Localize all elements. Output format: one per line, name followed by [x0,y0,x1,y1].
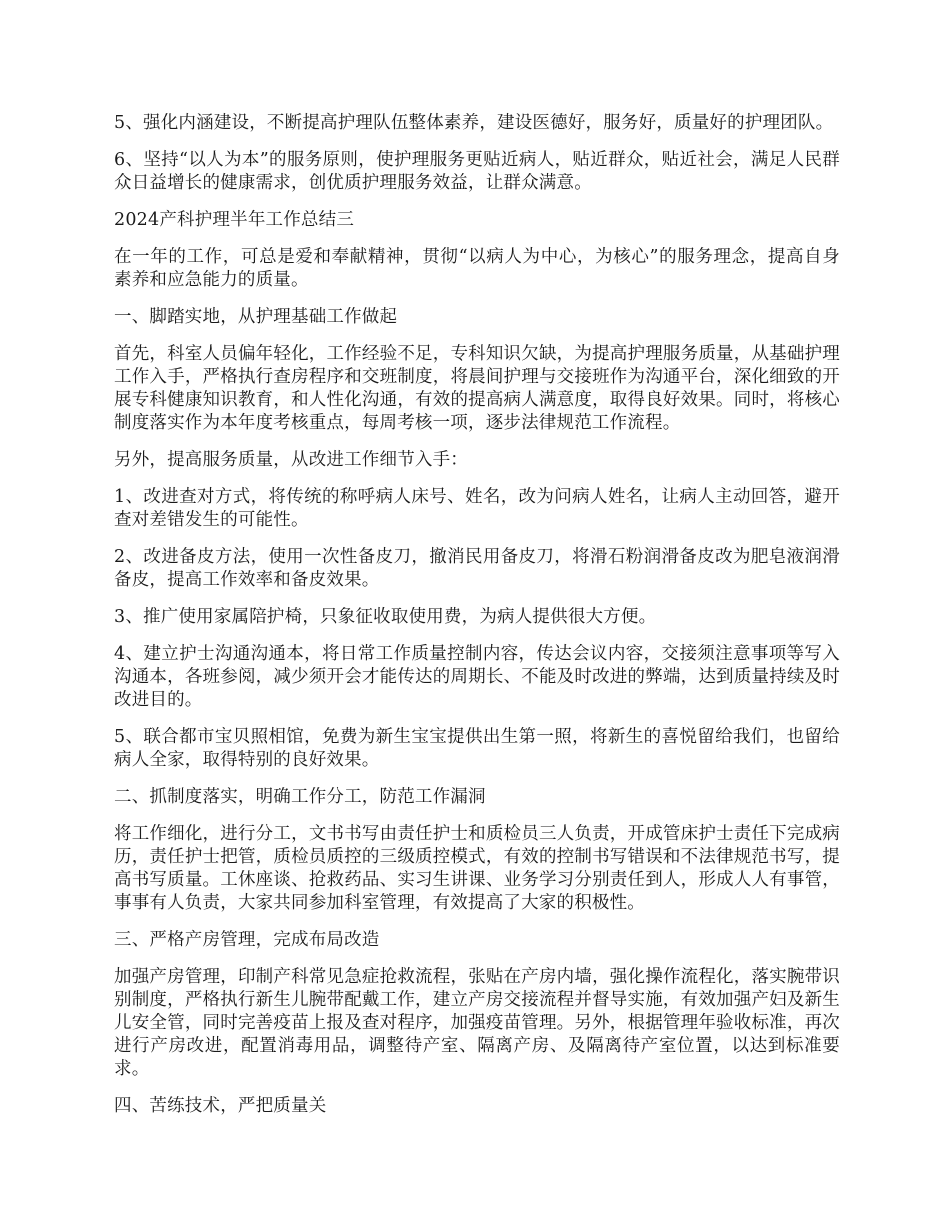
paragraph: 另外，提高服务质量，从改进工作细节入手： [114,450,468,470]
list-item: 3、推广使用家属陪护椅，只象征收取使用费，为病人提供很大方便。 [114,607,657,627]
section-heading: 三、严格产房管理，完成布局改造 [114,930,380,950]
paragraph: 首先，科室人员偏年轻化，工作经验不足，专科知识欠缺，为提高护理服务质量，从基础护理工作入手，严格执行查房程序和交班制度，将晨间护理与交接班作为沟通平台，深化细致的开展专科健康知识教育，和人性化沟通，有效的提高病人满意度，取得良好效果。同时，将核心制度落实作为本年度考核重点，每周考核一项，逐步法律规范工作流程。 [114,344,840,433]
paragraph: 加强产房管理，印制产科常见急症抢救流程，张贴在产房内墙，强化操作流程化，落实腕带识别制度，严格执行新生儿腕带配戴工作，建立产房交接流程并督导实施，有效加强产妇及新生儿安全管，同时完善疫苗上报及查对程序，加强疫苗管理。另外，根据管理年验收标准，再次进行产房改进，配置消毒用品，调整待产室、隔离产房、及隔离待产室位置，以达到标准要求。 [114,967,840,1079]
list-item: 1、改进查对方式，将传统的称呼病人床号、姓名，改为问病人姓名，让病人主动回答，避开查对差错发生的可能性。 [114,487,840,530]
section-heading: 一、脚踏实地，从护理基础工作做起 [114,307,398,327]
section-heading: 二、抓制度落实，明确工作分工，防范工作漏洞 [114,787,486,807]
list-item: 5、联合都市宝贝照相馆，免费为新生宝宝提供出生第一照，将新生的喜悦留给我们，也留给病人全家，取得特别的良好效果。 [114,727,840,770]
paragraph: 5、强化内涵建设，不断提高护理队伍整体素养，建设医德好，服务好，质量好的护理团队。 [114,113,834,133]
list-item: 4、建立护士沟通沟通本，将日常工作质量控制内容，传达会议内容，交接须注意事项等写入沟通本，各班参阅，减少须开会才能传达的周期长、不能及时改进的弊端，达到质量持续及时改进目的。 [114,644,840,710]
paragraph: 6、坚持“以人为本”的服务原则，使护理服务更贴近病人，贴近群众，贴近社会，满足人民群众日益增长的健康需求，创优质护理服务效益，让群众满意。 [114,150,840,193]
list-item: 2、改进备皮方法，使用一次性备皮刀，撤消民用备皮刀，将滑石粉润滑备皮改为肥皂液润滑备皮，提高工作效率和备皮效果。 [114,547,840,590]
section-title: 2024产科护理半年工作总结三 [114,210,355,230]
paragraph: 在一年的工作，可总是爱和奉献精神，贯彻“以病人为中心，为核心”的服务理念，提高自身素养和应急能力的质量。 [114,247,840,290]
document-body [114,112,840,1132]
section-heading: 四、苦练技术，严把质量关 [114,1096,327,1116]
paragraph: 将工作细化，进行分工，文书书写由责任护士和质检员三人负责，开成管床护士责任下完成病历，责任护士把管，质检员质控的三级质控模式，有效的控制书写错误和不法律规范书写，提高书写质量。工休座谈、抢救药品、实习生讲课、业务学习分别责任到人，形成人人有事管，事事有人负责，大家共同参加科室管理，有效提高了大家的积极性。 [114,824,840,913]
